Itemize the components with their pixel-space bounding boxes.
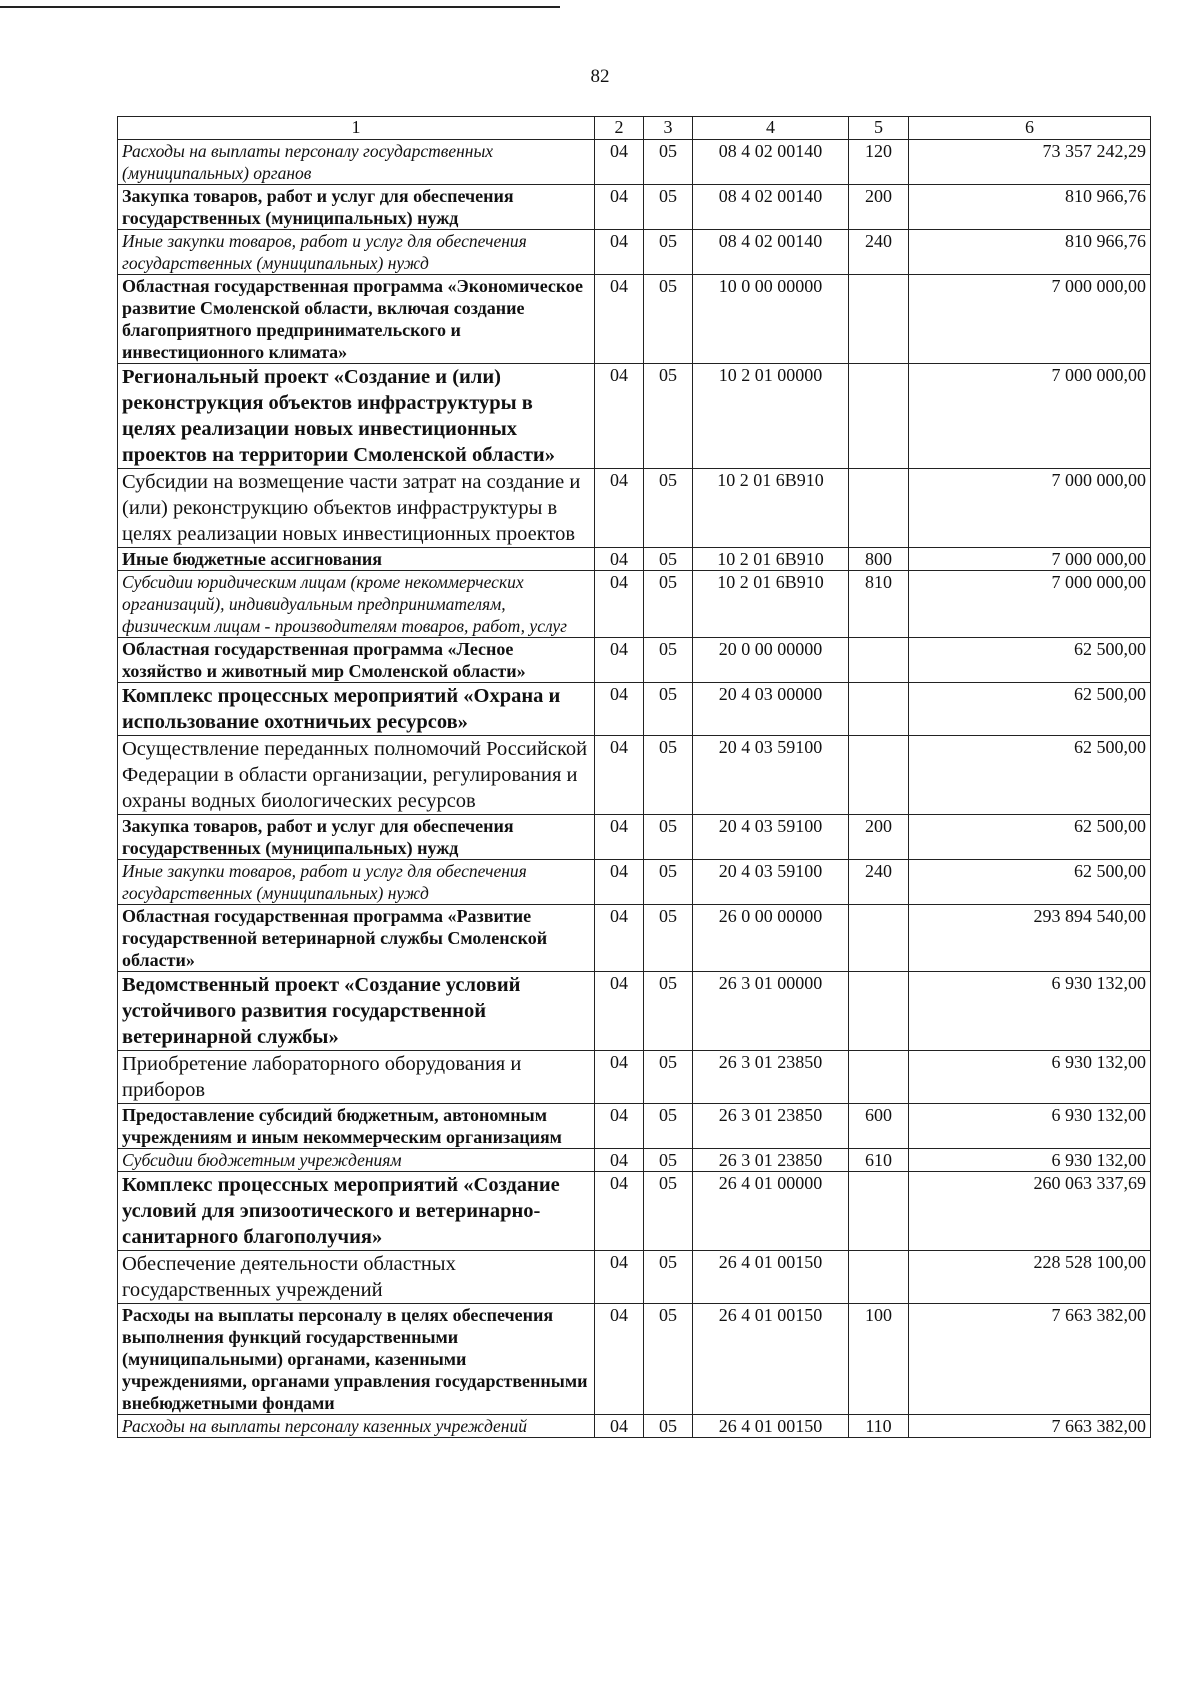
column-header: 5 (849, 117, 909, 140)
row-section-code: 04 (595, 1415, 644, 1438)
row-amount: 6 930 132,00 (909, 1104, 1151, 1149)
row-expense-type (849, 1051, 909, 1104)
row-section-code: 04 (595, 185, 644, 230)
row-expense-type (849, 638, 909, 683)
row-expense-type (849, 1172, 909, 1251)
table-row (118, 860, 1151, 905)
row-target-article: 26 3 01 00000 (693, 972, 849, 1051)
row-description: Комплекс процессных мероприятий «Создание условий для эпизоотического и ветеринарно-санитарного благополучия» (118, 1172, 595, 1251)
row-description: Субсидии на возмещение части затрат на создание и (или) реконструкцию объектов инфраструктуры в целях реализации новых инвестиционных проектов (118, 469, 595, 548)
row-target-article: 20 4 03 00000 (693, 683, 849, 736)
row-subsection-code: 05 (644, 1172, 693, 1251)
row-expense-type: 240 (849, 860, 909, 905)
table-row (118, 972, 1151, 1051)
row-section-code: 04 (595, 683, 644, 736)
row-description: Закупка товаров, работ и услуг для обеспечения государственных (муниципальных) нужд (118, 815, 595, 860)
row-description: Расходы на выплаты персоналу в целях обеспечения выполнения функций государственными (муниципальными) органами, казенными учреждениями, органами управления государственными внебюджетными фондами (118, 1304, 595, 1415)
row-section-code: 04 (595, 140, 644, 185)
row-expense-type: 100 (849, 1304, 909, 1415)
table-row (118, 1251, 1151, 1304)
table-row (118, 1104, 1151, 1149)
row-amount: 228 528 100,00 (909, 1251, 1151, 1304)
row-subsection-code: 05 (644, 905, 693, 972)
row-expense-type (849, 736, 909, 815)
table-row (118, 905, 1151, 972)
row-amount: 810 966,76 (909, 185, 1151, 230)
row-section-code: 04 (595, 736, 644, 815)
table-row (118, 275, 1151, 364)
table-row (118, 1149, 1151, 1172)
row-description: Расходы на выплаты персоналу казенных учреждений (118, 1415, 595, 1438)
row-subsection-code: 05 (644, 1304, 693, 1415)
table-row (118, 1415, 1151, 1438)
row-target-article: 26 3 01 23850 (693, 1051, 849, 1104)
row-amount: 6 930 132,00 (909, 1149, 1151, 1172)
page-number: 82 (590, 66, 610, 87)
row-expense-type (849, 364, 909, 469)
row-target-article: 10 2 01 6В910 (693, 571, 849, 638)
table-row (118, 815, 1151, 860)
row-description: Иные закупки товаров, работ и услуг для обеспечения государственных (муниципальных) нужд (118, 860, 595, 905)
row-subsection-code: 05 (644, 683, 693, 736)
row-section-code: 04 (595, 469, 644, 548)
row-amount: 62 500,00 (909, 683, 1151, 736)
row-subsection-code: 05 (644, 736, 693, 815)
row-description: Областная государственная программа «Лесное хозяйство и животный мир Смоленской области» (118, 638, 595, 683)
row-description: Областная государственная программа «Экономическое развитие Смоленской области, включая создание благоприятного предпринимательского и инвестиционного климата» (118, 275, 595, 364)
row-expense-type: 240 (849, 230, 909, 275)
row-subsection-code: 05 (644, 230, 693, 275)
row-amount: 6 930 132,00 (909, 972, 1151, 1051)
row-description: Осуществление переданных полномочий Российской Федерации в области организации, регулирования и охраны водных биологических ресурсов (118, 736, 595, 815)
row-target-article: 08 4 02 00140 (693, 140, 849, 185)
row-target-article: 26 4 01 00150 (693, 1304, 849, 1415)
table-row (118, 364, 1151, 469)
column-header: 2 (595, 117, 644, 140)
column-header: 3 (644, 117, 693, 140)
row-description: Закупка товаров, работ и услуг для обеспечения государственных (муниципальных) нужд (118, 185, 595, 230)
row-target-article: 26 3 01 23850 (693, 1104, 849, 1149)
row-subsection-code: 05 (644, 140, 693, 185)
row-section-code: 04 (595, 548, 644, 571)
row-amount: 62 500,00 (909, 815, 1151, 860)
row-description: Иные бюджетные ассигнования (118, 548, 595, 571)
row-expense-type: 610 (849, 1149, 909, 1172)
row-amount: 62 500,00 (909, 860, 1151, 905)
row-subsection-code: 05 (644, 1415, 693, 1438)
row-expense-type (849, 275, 909, 364)
column-header: 4 (693, 117, 849, 140)
row-description: Субсидии бюджетным учреждениям (118, 1149, 595, 1172)
row-amount: 7 663 382,00 (909, 1415, 1151, 1438)
row-section-code: 04 (595, 972, 644, 1051)
row-subsection-code: 05 (644, 275, 693, 364)
table-row (118, 469, 1151, 548)
row-section-code: 04 (595, 1149, 644, 1172)
table-header-row (118, 117, 1151, 140)
row-amount: 7 000 000,00 (909, 364, 1151, 469)
table-body (118, 140, 1151, 1438)
row-target-article: 20 4 03 59100 (693, 860, 849, 905)
row-expense-type (849, 683, 909, 736)
row-description: Расходы на выплаты персоналу государственных (муниципальных) органов (118, 140, 595, 185)
row-description: Обеспечение деятельности областных государственных учреждений (118, 1251, 595, 1304)
row-section-code: 04 (595, 364, 644, 469)
row-section-code: 04 (595, 815, 644, 860)
row-expense-type (849, 1251, 909, 1304)
row-section-code: 04 (595, 1051, 644, 1104)
row-target-article: 10 2 01 00000 (693, 364, 849, 469)
table-row (118, 1051, 1151, 1104)
row-target-article: 26 0 00 00000 (693, 905, 849, 972)
row-expense-type: 200 (849, 815, 909, 860)
row-expense-type: 200 (849, 185, 909, 230)
row-section-code: 04 (595, 638, 644, 683)
row-description: Комплекс процессных мероприятий «Охрана и использование охотничьих ресурсов» (118, 683, 595, 736)
row-section-code: 04 (595, 1304, 644, 1415)
table-row (118, 736, 1151, 815)
row-subsection-code: 05 (644, 571, 693, 638)
row-amount: 62 500,00 (909, 638, 1151, 683)
row-expense-type (849, 469, 909, 548)
row-amount: 7 000 000,00 (909, 548, 1151, 571)
row-description: Областная государственная программа «Развитие государственной ветеринарной службы Смоленской области» (118, 905, 595, 972)
row-amount: 7 663 382,00 (909, 1304, 1151, 1415)
row-expense-type: 800 (849, 548, 909, 571)
table-row (118, 571, 1151, 638)
row-amount: 7 000 000,00 (909, 469, 1151, 548)
row-section-code: 04 (595, 1251, 644, 1304)
budget-table (117, 116, 1151, 1438)
row-target-article: 26 4 01 00150 (693, 1415, 849, 1438)
row-subsection-code: 05 (644, 469, 693, 548)
row-section-code: 04 (595, 571, 644, 638)
row-target-article: 26 4 01 00000 (693, 1172, 849, 1251)
row-amount: 6 930 132,00 (909, 1051, 1151, 1104)
row-expense-type: 810 (849, 571, 909, 638)
row-subsection-code: 05 (644, 548, 693, 571)
row-target-article: 26 4 01 00150 (693, 1251, 849, 1304)
row-target-article: 10 0 00 00000 (693, 275, 849, 364)
table-row (118, 548, 1151, 571)
row-subsection-code: 05 (644, 1149, 693, 1172)
row-section-code: 04 (595, 1104, 644, 1149)
row-amount: 73 357 242,29 (909, 140, 1151, 185)
table-row (118, 638, 1151, 683)
table-row (118, 185, 1151, 230)
row-subsection-code: 05 (644, 860, 693, 905)
row-section-code: 04 (595, 230, 644, 275)
row-target-article: 26 3 01 23850 (693, 1149, 849, 1172)
row-target-article: 10 2 01 6В910 (693, 469, 849, 548)
table-row (118, 683, 1151, 736)
row-expense-type (849, 972, 909, 1051)
column-header: 6 (909, 117, 1151, 140)
row-target-article: 20 4 03 59100 (693, 736, 849, 815)
row-expense-type: 110 (849, 1415, 909, 1438)
table-row (118, 140, 1151, 185)
row-subsection-code: 05 (644, 638, 693, 683)
row-expense-type: 120 (849, 140, 909, 185)
row-amount: 260 063 337,69 (909, 1172, 1151, 1251)
table-row (118, 1172, 1151, 1251)
row-section-code: 04 (595, 860, 644, 905)
row-subsection-code: 05 (644, 1251, 693, 1304)
row-subsection-code: 05 (644, 185, 693, 230)
row-subsection-code: 05 (644, 1104, 693, 1149)
column-header: 1 (118, 117, 595, 140)
row-target-article: 10 2 01 6В910 (693, 548, 849, 571)
table-row (118, 1304, 1151, 1415)
row-expense-type (849, 905, 909, 972)
row-subsection-code: 05 (644, 364, 693, 469)
row-amount: 62 500,00 (909, 736, 1151, 815)
row-subsection-code: 05 (644, 1051, 693, 1104)
row-section-code: 04 (595, 275, 644, 364)
row-subsection-code: 05 (644, 815, 693, 860)
row-description: Субсидии юридическим лицам (кроме некоммерческих организаций), индивидуальным предпринимателям, физическим лицам - производителям товаров, работ, услуг (118, 571, 595, 638)
row-expense-type: 600 (849, 1104, 909, 1149)
row-description: Региональный проект «Создание и (или) реконструкция объектов инфраструктуры в целях реализации новых инвестиционных проектов на территории Смоленской области» (118, 364, 595, 469)
row-section-code: 04 (595, 905, 644, 972)
row-subsection-code: 05 (644, 972, 693, 1051)
row-target-article: 20 0 00 00000 (693, 638, 849, 683)
row-amount: 7 000 000,00 (909, 571, 1151, 638)
table-row (118, 230, 1151, 275)
row-amount: 810 966,76 (909, 230, 1151, 275)
row-section-code: 04 (595, 1172, 644, 1251)
row-description: Предоставление субсидий бюджетным, автономным учреждениям и иным некоммерческим организациям (118, 1104, 595, 1149)
row-amount: 7 000 000,00 (909, 275, 1151, 364)
row-target-article: 08 4 02 00140 (693, 230, 849, 275)
row-target-article: 08 4 02 00140 (693, 185, 849, 230)
row-description: Иные закупки товаров, работ и услуг для обеспечения государственных (муниципальных) нужд (118, 230, 595, 275)
row-description: Приобретение лабораторного оборудования и приборов (118, 1051, 595, 1104)
top-border-line (0, 6, 560, 8)
row-description: Ведомственный проект «Создание условий устойчивого развития государственной ветеринарной службы» (118, 972, 595, 1051)
row-amount: 293 894 540,00 (909, 905, 1151, 972)
row-target-article: 20 4 03 59100 (693, 815, 849, 860)
